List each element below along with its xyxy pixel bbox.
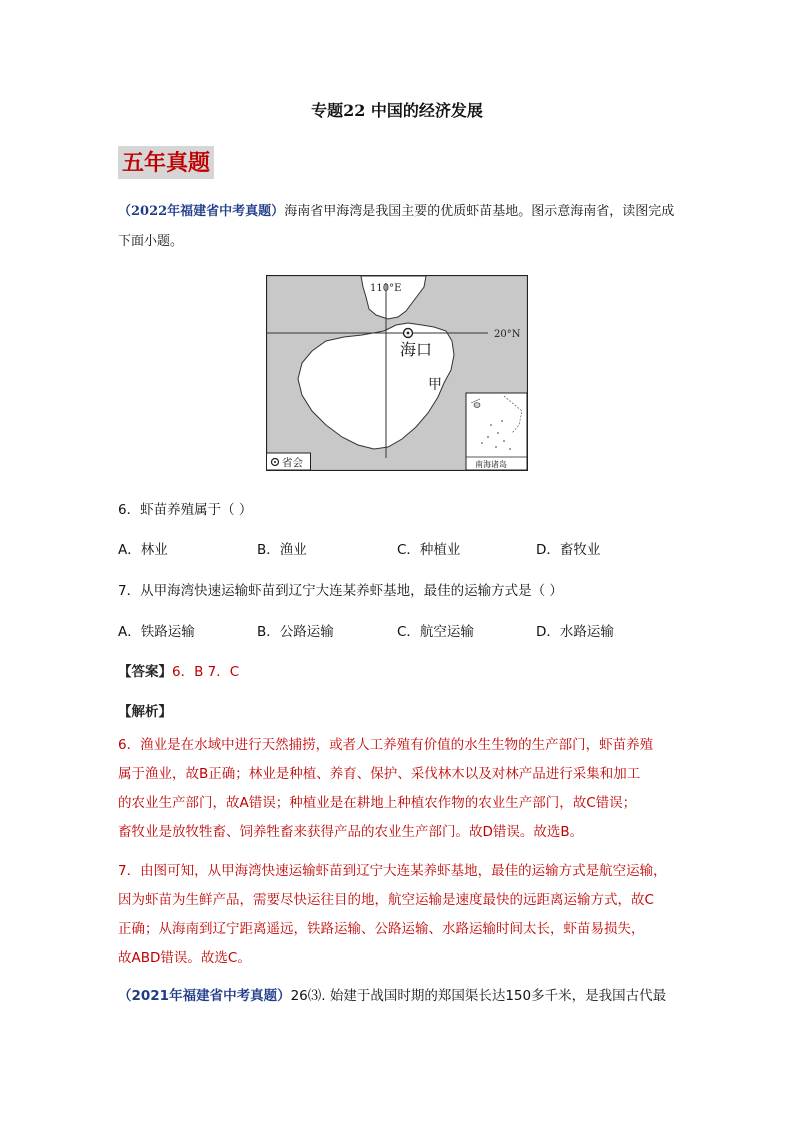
q6-option-b: B．渔业 [257, 542, 307, 558]
city-label: 海口 [400, 340, 433, 359]
q7-option-c: C．航空运输 [397, 624, 474, 640]
q6-option-d: D．畜牧业 [536, 542, 601, 558]
answer-key: 【答案】 [118, 664, 172, 680]
q7-option-b: B．公路运输 [257, 624, 334, 640]
intro-text: 海南省甲海湾是我国主要的优质虾苗基地。图示意海南省，读图完成下面小题。 [118, 204, 675, 249]
q6-option-c: C．种植业 [397, 542, 461, 558]
question-7-stem: 7．从甲海湾快速运输虾苗到辽宁大连某养虾基地，最佳的运输方式是（ ） [118, 583, 563, 599]
hainan-map [266, 275, 528, 471]
question-6-stem: 6．虾苗养殖属于（ ） [118, 502, 253, 518]
question-source: （2022年福建省中考真题） [118, 204, 285, 219]
next-question-text: 26⑶. 始建于战国时期的郑国渠长达150多千米，是我国古代最 [290, 988, 667, 1004]
q6-option-a: A．林业 [118, 542, 168, 558]
next-question-source: （2021年福建省中考真题） [118, 988, 291, 1004]
section-tag: 五年真题 [118, 146, 214, 179]
q7-option-d: D．水路运输 [536, 624, 614, 640]
analysis-line: 正确；从海南到辽宁距离遥远，铁路运输、公路运输、水路运输时间太长，虾苗易损失， [118, 921, 645, 937]
lat-label: 20°N [494, 329, 521, 340]
analysis-paragraph-7 [118, 857, 676, 973]
analysis-heading: 【解析】 [118, 704, 172, 720]
legend-label: 省会 [282, 457, 303, 469]
analysis-line: 7．由图可知，从甲海湾快速运输虾苗到辽宁大连某养虾基地，最佳的运输方式是航空运输， [118, 863, 667, 879]
lon-label: 110°E [370, 283, 402, 294]
bay-label: 甲 [428, 377, 442, 393]
analysis-line: 因为虾苗为生鲜产品，需要尽快运往目的地，航空运输是速度最快的远距离运输方式，故C [118, 892, 654, 908]
inset-label: 南海诸岛 [475, 460, 507, 469]
answer-line [118, 660, 239, 680]
analysis-line: 属于渔业，故B正确；林业是种植、养育、保护、采伐林木以及对林产品进行采集和加工 [118, 766, 641, 782]
analysis-paragraph-6 [118, 731, 676, 847]
answer-value: 6．B 7．C [172, 664, 240, 680]
analysis-line: 的农业生产部门，故A错误；种植业是在耕地上种植农作物的农业生产部门，故C错误； [118, 795, 637, 811]
question-intro [118, 197, 678, 257]
q7-option-a: A．铁路运输 [118, 624, 195, 640]
analysis-line: 畜牧业是放牧牲畜、饲养牲畜来获得产品的农业生产部门。故D错误。故选B。 [118, 824, 584, 840]
analysis-line: 6．渔业是在水域中进行天然捕捞，或者人工养殖有价值的水生生物的生产部门，虾苗养殖 [118, 737, 654, 753]
page-title: 专题22 中国的经济发展 [311, 101, 483, 120]
next-question [118, 984, 678, 1004]
analysis-line: 故ABD错误。故选C。 [118, 950, 251, 966]
